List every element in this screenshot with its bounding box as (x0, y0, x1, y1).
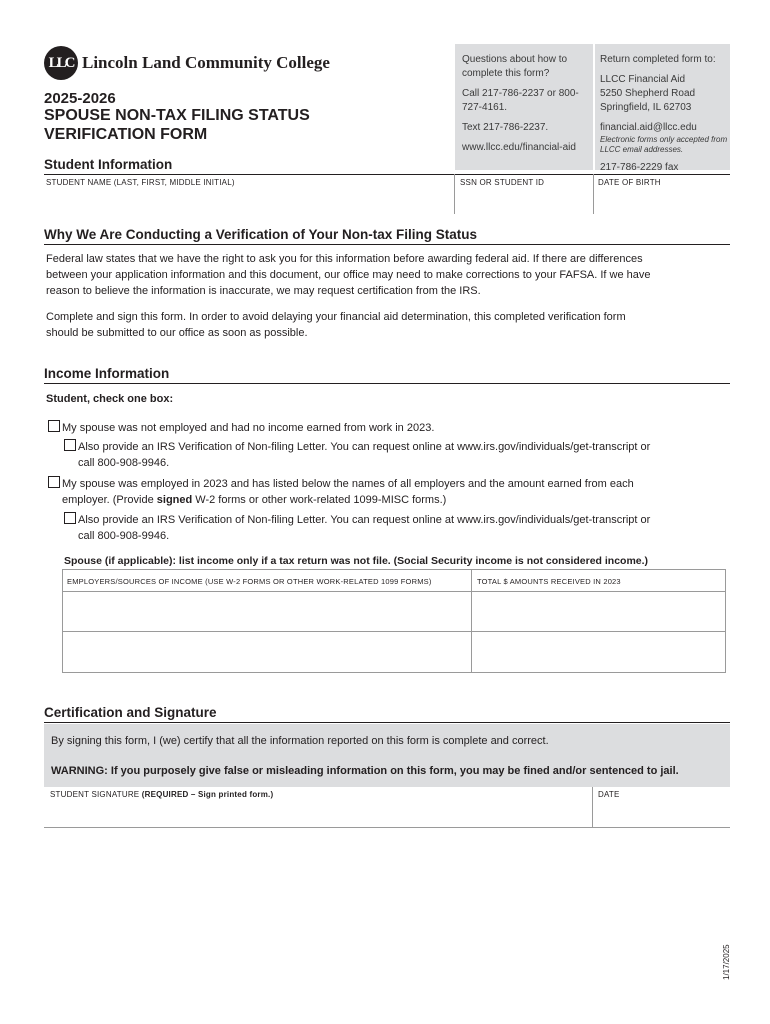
college-logo-icon: LLC (44, 46, 78, 80)
form-title-line2: VERIFICATION FORM (44, 126, 208, 143)
date-label: DATE (598, 790, 620, 799)
signature-date-divider (592, 787, 593, 827)
income-table (62, 569, 726, 673)
why-para1-line3: reason to believe the information is inaccurate, we may request certification from the IRS. (46, 285, 481, 297)
email-address[interactable]: financial.aid@llcc.edu (600, 122, 697, 133)
dob-field[interactable] (597, 188, 729, 212)
employed-letter-line2: call 800-908-9946. (78, 530, 170, 542)
signature-bottom-rule (44, 827, 730, 828)
ssn-label: SSN OR STUDENT ID (460, 178, 545, 187)
income-table-row-rule (63, 631, 725, 632)
student-info-rule (44, 174, 730, 175)
check-one-instruction: Student, check one box: (46, 393, 174, 405)
return-column (600, 53, 728, 175)
why-para1-line1: Federal law states that we have the right to ask you for this information before awarding federal aid. If there are differences (46, 253, 643, 265)
signature-field[interactable] (46, 800, 590, 825)
why-para1-line2: between your application information and this document, our office may need to make corrections to your FAFSA. If we have (46, 269, 651, 281)
address-line3: Springfield, IL 62703 (600, 102, 692, 113)
employed-letter-checkbox[interactable] (64, 512, 76, 524)
income-rule (44, 383, 730, 384)
no-income-checkbox[interactable] (48, 420, 60, 432)
why-para2-line2: should be submitted to our office as soon as possible. (46, 327, 308, 339)
student-info-heading: Student Information (44, 157, 173, 172)
option-no-income-sub (64, 439, 724, 471)
signature-label (50, 790, 273, 799)
student-name-field[interactable] (46, 188, 450, 212)
no-income-letter-line1: Also provide an IRS Verification of Non-filing Letter. You can request online at www.irs.gov/individuals/get-transcript or (78, 441, 651, 453)
employer-cell-1[interactable] (65, 593, 469, 629)
why-rule (44, 244, 730, 245)
date-field[interactable] (596, 800, 728, 825)
ssn-field[interactable] (458, 188, 590, 212)
employers-column-header: EMPLOYERS/SOURCES OF INCOME (USE W-2 FORMS OR OTHER WORK-RELATED 1099 FORMS) (67, 577, 432, 586)
employed-checkbox[interactable] (48, 476, 60, 488)
academic-year: 2025-2026 (44, 90, 116, 107)
certification-box (44, 724, 730, 787)
option-employed-line2-post: W-2 forms or other work-related 1099-MISC forms.) (192, 494, 447, 506)
amount-cell-2[interactable] (474, 633, 722, 670)
student-name-label: STUDENT NAME (LAST, FIRST, MIDDLE INITIAL) (46, 178, 235, 187)
certification-statement: By signing this form, I (we) certify that all the information reported on this form is complete and correct. (51, 735, 549, 747)
option-no-income-label: My spouse was not employed and had no income earned from work in 2023. (62, 422, 435, 434)
certification-rule (44, 722, 730, 723)
form-title (44, 106, 374, 144)
return-heading: Return completed form to: (600, 54, 716, 65)
no-income-letter-line2: call 800-908-9946. (78, 457, 170, 469)
signature-required-note: (REQUIRED – Sign printed form.) (141, 790, 274, 799)
financial-aid-website[interactable]: www.llcc.edu/financial-aid (462, 142, 576, 153)
option-employed-line1: My spouse was employed in 2023 and has listed below the names of all employers and the amount earned from each (62, 478, 634, 490)
why-heading: Why We Are Conducting a Verification of Your Non-tax Filing Status (44, 227, 478, 242)
certification-heading: Certification and Signature (44, 705, 217, 720)
call-numbers: Call 217-786-2237 or 800-727-4161. (462, 88, 579, 113)
amount-cell-1[interactable] (474, 593, 722, 629)
no-income-letter-checkbox[interactable] (64, 439, 76, 451)
why-paragraph-2 (46, 309, 730, 341)
employed-letter-line1: Also provide an IRS Verification of Non-filing Letter. You can request online at www.irs.gov/individuals/get-transcript or (78, 514, 651, 526)
employer-cell-2[interactable] (65, 633, 469, 670)
income-table-header-rule (63, 591, 725, 592)
questions-heading: Questions about how to complete this form? (462, 54, 568, 79)
questions-column (462, 53, 587, 161)
dob-label: DATE OF BIRTH (598, 178, 661, 187)
income-table-divider (471, 570, 472, 672)
income-heading: Income Information (44, 366, 170, 381)
option-employed-line2-pre: employer. (Provide (62, 494, 157, 506)
spouse-income-note: Spouse (if applicable): list income only if a tax return was not file. (Social Security income is not considered income.) (64, 555, 649, 567)
text-number: Text 217-786-2237. (462, 122, 549, 133)
signature-label-text: STUDENT SIGNATURE (50, 790, 140, 799)
option-no-income (48, 420, 434, 436)
option-employed-line2-bold: signed (156, 494, 193, 506)
student-info-divider-1 (454, 174, 455, 214)
fax-number: 217-786-2229 fax (600, 162, 679, 173)
amounts-column-header: TOTAL $ AMOUNTS RECEIVED IN 2023 (477, 577, 621, 586)
why-para2-line1: Complete and sign this form. In order to avoid delaying your financial aid determination, this completed verification form (46, 311, 626, 323)
college-name: Lincoln Land Community College (82, 53, 330, 72)
email-note: Electronic forms only accepted from LLCC email addresses. (600, 135, 728, 154)
certification-warning: WARNING: If you purposely give false or misleading information on this form, you may be fined and/or sentenced to jail. (51, 765, 679, 777)
contact-divider (593, 44, 595, 170)
option-employed-sub (64, 512, 724, 544)
form-title-line1: SPOUSE NON-TAX FILING STATUS (44, 107, 310, 124)
why-paragraph-1 (46, 251, 730, 299)
student-info-divider-2 (593, 174, 594, 214)
address-line2: 5250 Shepherd Road (600, 88, 696, 99)
option-employed-line2 (48, 492, 728, 508)
address-line1: LLCC Financial Aid (600, 74, 686, 85)
revision-date: 1/17/2025 (722, 944, 731, 980)
contact-info-box (455, 44, 730, 173)
option-employed (48, 476, 728, 508)
